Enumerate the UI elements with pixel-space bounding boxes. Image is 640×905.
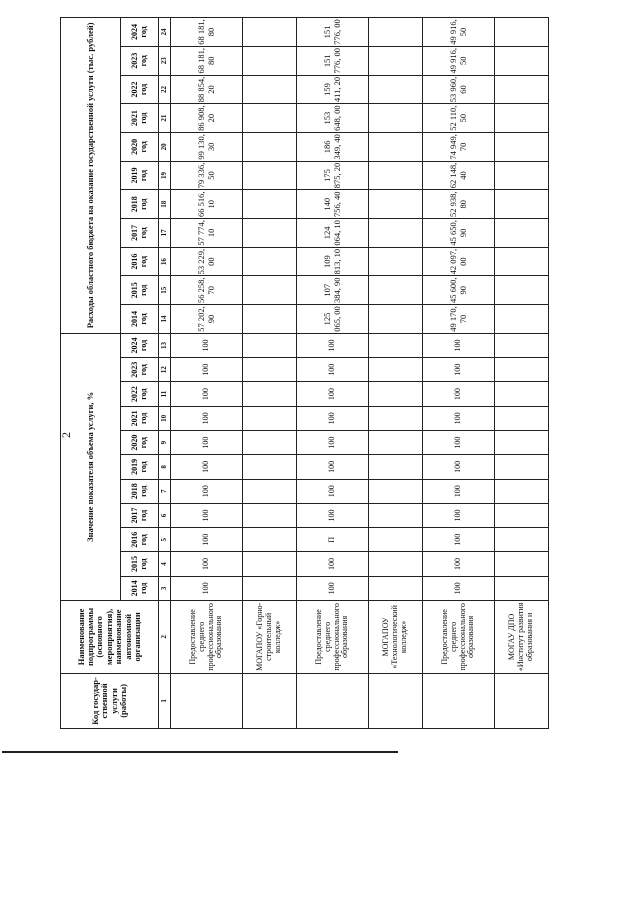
volume-value-cell — [369, 333, 423, 357]
budget-value-cell: 52 110, 50 — [423, 104, 495, 133]
budget-value-cell — [369, 305, 423, 334]
budget-value-cell — [243, 190, 297, 219]
budget-value-cell: 125 065, 00 — [297, 305, 369, 334]
budget-value-cell: 53 960, 60 — [423, 75, 495, 104]
table-row — [243, 18, 297, 729]
volume-value-cell — [243, 382, 297, 406]
budget-value-cell — [243, 75, 297, 104]
budget-year-header: 2016 год — [121, 247, 159, 276]
budget-value-cell: 49 916, 50 — [423, 18, 495, 47]
budget-value-cell: 124 064, 10 — [297, 219, 369, 248]
column-number: 2 — [159, 600, 171, 673]
volume-value-cell: 100 — [423, 479, 495, 503]
header-volume: Значение показателя объема услуги, % — [61, 333, 121, 600]
budget-value-cell: 49 170, 70 — [423, 305, 495, 334]
volume-value-cell: 100 — [297, 358, 369, 382]
budget-value-cell: 49 916, 50 — [423, 46, 495, 75]
volume-value-cell: 100 — [171, 528, 243, 552]
budget-value-cell: 88 854, 20 — [171, 75, 243, 104]
volume-value-cell — [495, 528, 549, 552]
budget-value-cell: 68 181, 80 — [171, 46, 243, 75]
budget-value-cell: 52 938, 80 — [423, 190, 495, 219]
volume-value-cell — [369, 552, 423, 576]
horizontal-rule — [2, 751, 398, 753]
budget-year-header: 2017 год — [121, 219, 159, 248]
budget-value-cell: 45 650, 90 — [423, 219, 495, 248]
volume-value-cell — [369, 382, 423, 406]
header-code: Код государ-ственной услуги (работы) — [61, 673, 159, 728]
volume-year-header: 2015 год — [121, 552, 159, 576]
budget-value-cell — [243, 247, 297, 276]
column-number: 20 — [159, 133, 171, 162]
volume-value-cell: 100 — [423, 333, 495, 357]
column-number: 17 — [159, 219, 171, 248]
column-number: 5 — [159, 528, 171, 552]
volume-value-cell — [243, 455, 297, 479]
column-number: 16 — [159, 247, 171, 276]
volume-value-cell — [243, 552, 297, 576]
budget-value-cell: 109 813, 10 — [297, 247, 369, 276]
budget-value-cell — [369, 276, 423, 305]
column-number: 21 — [159, 104, 171, 133]
budget-year-header: 2015 год — [121, 276, 159, 305]
budget-value-cell — [243, 161, 297, 190]
volume-value-cell — [243, 576, 297, 600]
service-code-cell — [495, 673, 549, 728]
column-number: 19 — [159, 161, 171, 190]
budget-value-cell — [243, 219, 297, 248]
budget-year-header: 2019 год — [121, 161, 159, 190]
service-name-cell: Предоставление среднего профессионального образования — [297, 600, 369, 673]
budget-year-header: 2018 год — [121, 190, 159, 219]
service-code-cell — [297, 673, 369, 728]
volume-value-cell: 100 — [297, 406, 369, 430]
volume-value-cell: 100 — [297, 431, 369, 455]
volume-value-cell: 100 — [297, 576, 369, 600]
volume-year-header: 2014 год — [121, 576, 159, 600]
volume-year-header: 2020 год — [121, 431, 159, 455]
column-number: 10 — [159, 406, 171, 430]
service-code-cell — [171, 673, 243, 728]
volume-value-cell — [243, 431, 297, 455]
budget-value-cell: 42 097, 00 — [423, 247, 495, 276]
volume-value-cell: 100 — [423, 552, 495, 576]
volume-value-cell: 100 — [171, 576, 243, 600]
budget-value-cell — [243, 276, 297, 305]
column-number: 8 — [159, 455, 171, 479]
column-number: 11 — [159, 382, 171, 406]
volume-value-cell — [495, 576, 549, 600]
budget-value-cell: 74 949, 70 — [423, 133, 495, 162]
header-name: Наименование подпрограммы (основного мероприятия), наименование автономной организации — [61, 600, 159, 673]
budget-value-cell: 53 229, 00 — [171, 247, 243, 276]
volume-value-cell: 100 — [423, 576, 495, 600]
volume-value-cell — [369, 528, 423, 552]
volume-value-cell — [243, 528, 297, 552]
volume-value-cell — [369, 358, 423, 382]
volume-value-cell — [369, 431, 423, 455]
service-name-cell: МОГАПОУ «Технологический колледж» — [369, 600, 423, 673]
budget-value-cell — [495, 219, 549, 248]
table-row — [423, 18, 495, 729]
budget-value-cell — [495, 18, 549, 47]
budget-value-cell: 151 776, 00 — [297, 18, 369, 47]
budget-value-cell: 86 908, 20 — [171, 104, 243, 133]
volume-value-cell — [243, 333, 297, 357]
budget-value-cell — [369, 161, 423, 190]
budget-value-cell — [495, 190, 549, 219]
service-code-cell — [369, 673, 423, 728]
service-code-cell — [423, 673, 495, 728]
column-number: 14 — [159, 305, 171, 334]
budget-value-cell — [369, 190, 423, 219]
budget-value-cell — [495, 133, 549, 162]
budget-value-cell — [369, 247, 423, 276]
budget-value-cell: 159 411, 20 — [297, 75, 369, 104]
volume-value-cell: 100 — [171, 431, 243, 455]
budget-value-cell: 62 148, 40 — [423, 161, 495, 190]
volume-value-cell — [369, 503, 423, 527]
table-row — [495, 18, 549, 729]
budget-value-cell — [243, 104, 297, 133]
volume-value-cell — [243, 406, 297, 430]
budget-value-cell — [369, 46, 423, 75]
budget-value-cell: 68 181, 80 — [171, 18, 243, 47]
budget-value-cell: 140 756, 40 — [297, 190, 369, 219]
budget-year-header: 2014 год — [121, 305, 159, 334]
volume-value-cell: 100 — [297, 382, 369, 406]
volume-value-cell — [369, 576, 423, 600]
volume-value-cell: 100 — [423, 528, 495, 552]
budget-value-cell — [243, 18, 297, 47]
budget-year-header: 2022 год — [121, 75, 159, 104]
budget-table-rotated — [60, 17, 534, 729]
budget-value-cell — [369, 104, 423, 133]
volume-value-cell: П — [297, 528, 369, 552]
column-number: 24 — [159, 18, 171, 47]
budget-table — [60, 17, 549, 729]
budget-value-cell — [369, 133, 423, 162]
service-name-cell: МОГАУ ДПО «Институт развития образования и — [495, 600, 549, 673]
budget-year-header: 2023 год — [121, 46, 159, 75]
budget-value-cell — [495, 46, 549, 75]
volume-year-header: 2022 год — [121, 382, 159, 406]
volume-year-header: 2018 год — [121, 479, 159, 503]
volume-value-cell — [369, 479, 423, 503]
column-number: 4 — [159, 552, 171, 576]
volume-value-cell: 100 — [423, 358, 495, 382]
column-number: 12 — [159, 358, 171, 382]
volume-value-cell — [495, 358, 549, 382]
column-number: 1 — [159, 673, 171, 728]
volume-value-cell: 100 — [171, 333, 243, 357]
budget-value-cell — [369, 75, 423, 104]
service-name-cell: Предоставление среднего профессионального образования — [171, 600, 243, 673]
budget-value-cell — [243, 305, 297, 334]
volume-value-cell: 100 — [423, 431, 495, 455]
budget-value-cell — [495, 276, 549, 305]
column-number: 6 — [159, 503, 171, 527]
budget-value-cell: 151 776, 00 — [297, 46, 369, 75]
budget-year-header: 2020 год — [121, 133, 159, 162]
column-number: 9 — [159, 431, 171, 455]
volume-value-cell: 100 — [171, 382, 243, 406]
volume-value-cell — [495, 455, 549, 479]
budget-value-cell — [243, 46, 297, 75]
budget-value-cell — [243, 133, 297, 162]
page-number: 2 — [58, 432, 73, 438]
volume-value-cell — [495, 406, 549, 430]
volume-value-cell: 100 — [171, 479, 243, 503]
volume-year-header: 2023 год — [121, 358, 159, 382]
volume-value-cell: 100 — [171, 406, 243, 430]
volume-value-cell: 100 — [423, 455, 495, 479]
budget-value-cell — [495, 305, 549, 334]
volume-value-cell — [495, 479, 549, 503]
column-number: 23 — [159, 46, 171, 75]
volume-value-cell: 100 — [297, 455, 369, 479]
budget-value-cell: 66 516, 10 — [171, 190, 243, 219]
volume-value-cell — [243, 503, 297, 527]
volume-value-cell: 100 — [171, 503, 243, 527]
budget-value-cell: 79 336, 50 — [171, 161, 243, 190]
volume-value-cell — [243, 358, 297, 382]
volume-value-cell: 100 — [171, 455, 243, 479]
budget-value-cell — [369, 18, 423, 47]
service-name-cell: МОГАПОУ «Горно-строительный колледж» — [243, 600, 297, 673]
volume-value-cell: 100 — [297, 333, 369, 357]
volume-value-cell — [495, 503, 549, 527]
service-name-cell: Предоставление среднего профессионального образования — [423, 600, 495, 673]
header-budget: Расходы областного бюджета на оказание государственной услуги (тыс. рублей) — [61, 18, 121, 334]
volume-year-header: 2021 год — [121, 406, 159, 430]
column-number: 22 — [159, 75, 171, 104]
budget-value-cell: 153 648, 00 — [297, 104, 369, 133]
budget-value-cell: 57 202, 90 — [171, 305, 243, 334]
budget-value-cell: 57 774, 10 — [171, 219, 243, 248]
budget-value-cell: 186 349, 40 — [297, 133, 369, 162]
volume-value-cell — [495, 552, 549, 576]
volume-value-cell: 100 — [423, 503, 495, 527]
budget-value-cell: 56 258, 70 — [171, 276, 243, 305]
volume-year-header: 2016 год — [121, 528, 159, 552]
column-number: 7 — [159, 479, 171, 503]
volume-year-header: 2017 год — [121, 503, 159, 527]
volume-value-cell — [495, 333, 549, 357]
table-row — [171, 18, 243, 729]
volume-value-cell — [369, 455, 423, 479]
budget-year-header: 2021 год — [121, 104, 159, 133]
volume-value-cell: 100 — [423, 406, 495, 430]
table-row — [369, 18, 423, 729]
volume-year-header: 2019 год — [121, 455, 159, 479]
column-number: 15 — [159, 276, 171, 305]
budget-value-cell: 45 600, 90 — [423, 276, 495, 305]
budget-value-cell: 175 875, 20 — [297, 161, 369, 190]
volume-value-cell — [495, 382, 549, 406]
volume-value-cell: 100 — [297, 503, 369, 527]
volume-value-cell: 100 — [297, 479, 369, 503]
budget-year-header: 2024 год — [121, 18, 159, 47]
budget-value-cell — [495, 161, 549, 190]
budget-value-cell — [495, 75, 549, 104]
volume-year-header: 2024 год — [121, 333, 159, 357]
volume-value-cell — [243, 479, 297, 503]
budget-value-cell: 107 384, 90 — [297, 276, 369, 305]
volume-value-cell: 100 — [297, 552, 369, 576]
budget-value-cell: 99 130, 30 — [171, 133, 243, 162]
column-number: 18 — [159, 190, 171, 219]
volume-value-cell: 100 — [171, 552, 243, 576]
service-code-cell — [243, 673, 297, 728]
volume-value-cell — [369, 406, 423, 430]
budget-value-cell — [495, 104, 549, 133]
volume-value-cell: 100 — [171, 358, 243, 382]
table-row — [297, 18, 369, 729]
column-number: 3 — [159, 576, 171, 600]
budget-value-cell — [495, 247, 549, 276]
volume-value-cell — [495, 431, 549, 455]
column-number: 13 — [159, 333, 171, 357]
budget-value-cell — [369, 219, 423, 248]
volume-value-cell: 100 — [423, 382, 495, 406]
